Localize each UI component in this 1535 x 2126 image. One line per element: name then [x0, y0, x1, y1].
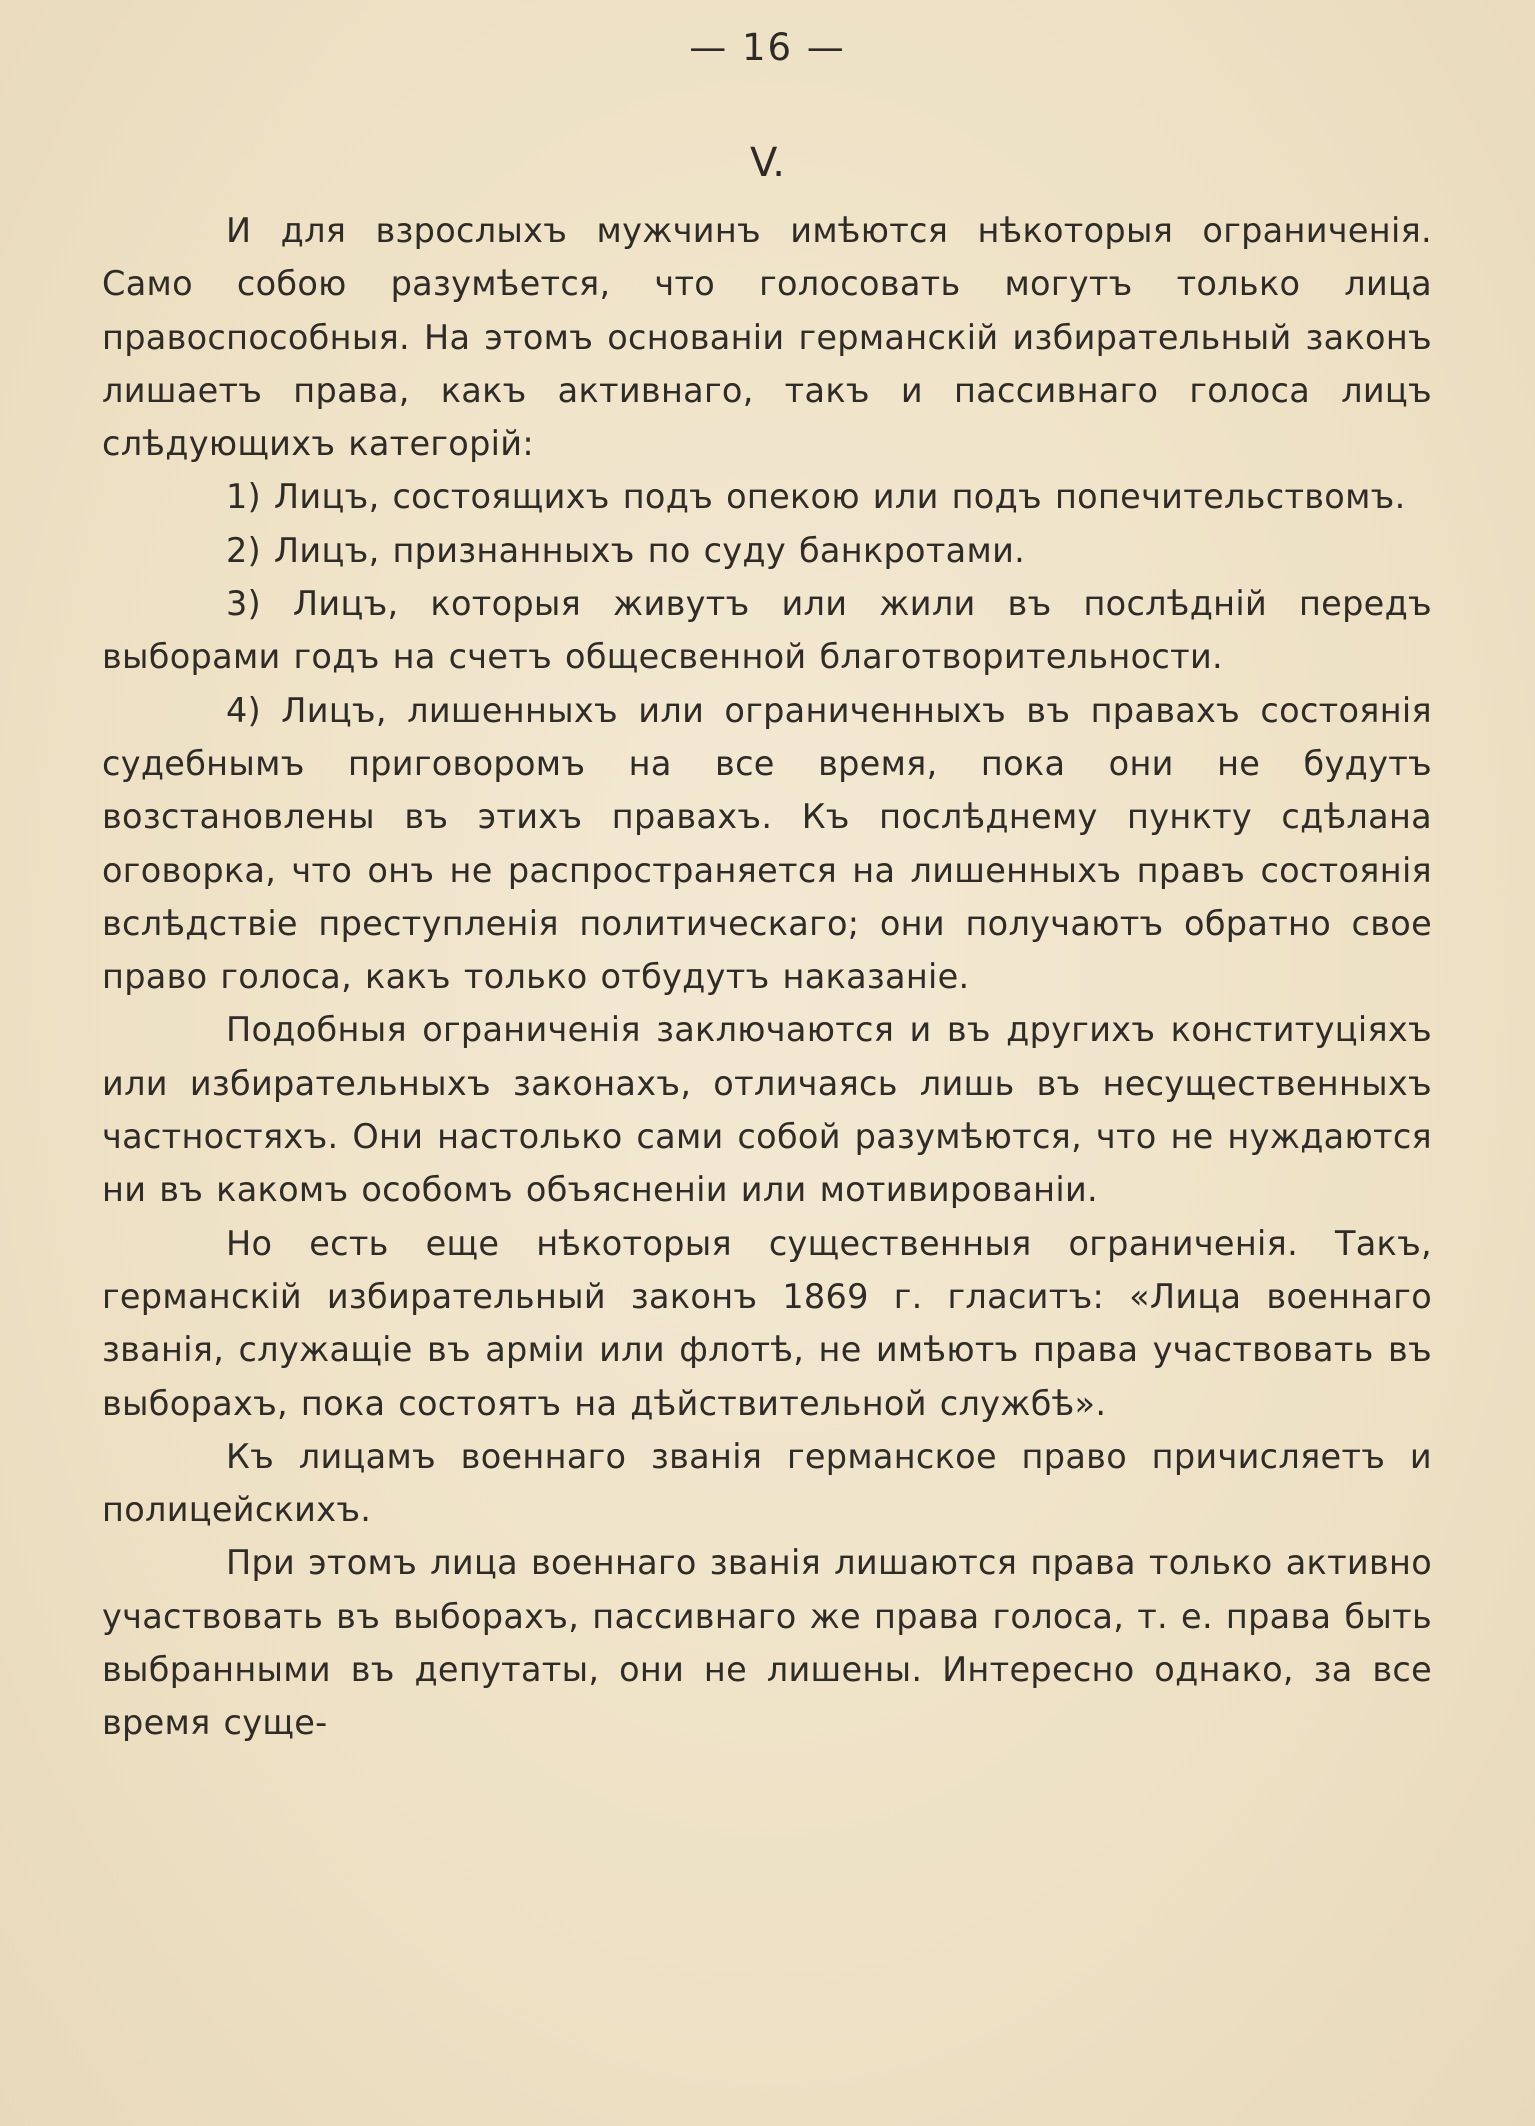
page-number: — 16 — — [689, 26, 846, 69]
paragraph: И для взрослыхъ мужчинъ имѣются нѣкоторыя ограниченія. Само собою разумѣется, что голосовать могутъ только лица правоспособныя. На этомъ основаніи германскій избирательный законъ лишаетъ права, какъ активнаго, такъ и пассивнаго голоса лицъ слѣдующихъ категорій: — [102, 211, 1432, 464]
chapter-heading: V. — [750, 140, 785, 186]
page-body — [102, 204, 1432, 1750]
list-item-2: 2) Лицъ, признанныхъ по суду банкротами. — [226, 530, 1026, 570]
list-item-4: 4) Лицъ, лишенныхъ или ограниченныхъ въ правахъ состоянія судебнымъ приговоромъ на все время, пока они не будутъ возстановлены въ этихъ правахъ. Къ послѣднему пункту сдѣлана оговорка, что онъ не распространяется на лишенныхъ правъ состоянія вслѣдствіе преступленія политическаго; они получаютъ обратно свое право голоса, какъ только отбудутъ наказаніе. — [102, 690, 1432, 997]
paragraph: Подобныя ограниченія заключаются и въ другихъ конституціяхъ или избирательныхъ законахъ, отличаясь лишь въ несущественныхъ частностяхъ. Они настолько сами собой разумѣются, что не нуждаются ни въ какомъ особомъ объясненіи или мотивированіи. — [102, 1010, 1432, 1210]
paragraph: Къ лицамъ военнаго званія германское право причисляетъ и полицейскихъ. — [102, 1436, 1432, 1530]
list-item-1: 1) Лицъ, состоящихъ подъ опекою или подъ попечительствомъ. — [226, 477, 1406, 517]
paragraph: При этомъ лица военнаго званія лишаются права только активно участвовать въ выборахъ, пассивнаго же права голоса, т. е. права быть выбранными въ депутаты, они не лишены. Интересно однако, за все время суще- — [102, 1543, 1432, 1743]
list-item-3: 3) Лицъ, которыя живутъ или жили въ послѣдній передъ выборами годъ на счетъ общесвенной благотворительности. — [102, 584, 1432, 677]
paragraph: Но есть еще нѣкоторыя существенныя ограниченія. Такъ, германскій избирательный законъ 1869 г. гласитъ: «Лица военнаго званія, служащіе въ арміи или флотѣ, не имѣютъ права участвовать въ выборахъ, пока состоятъ на дѣйствительной службѣ». — [102, 1223, 1432, 1423]
